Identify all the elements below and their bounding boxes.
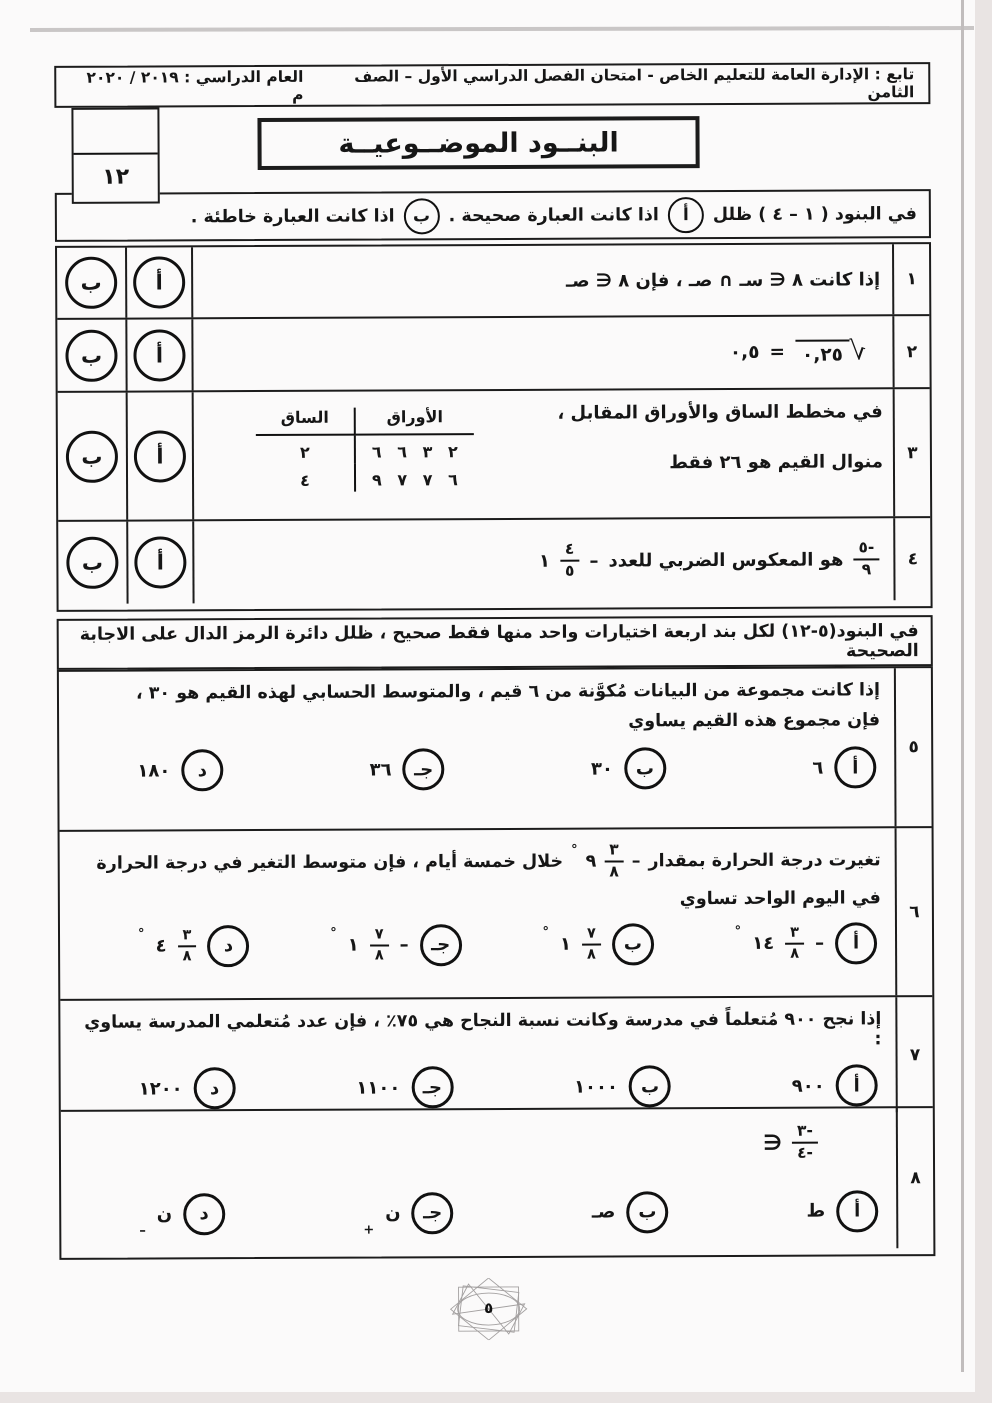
question-content [60, 997, 895, 1116]
whole-number: ١٤ [752, 932, 775, 955]
question-text: تغيرت درجة الحرارة بمقدار – $\frac{٣}{٨}$ ٩ ° خلال خمسة أيام ، فإن متوسط التغير في درجة الحرارة [96, 840, 881, 881]
answer-bubble-b[interactable]: ب [66, 430, 118, 482]
question-number: ٥ [894, 668, 932, 826]
option-bubble[interactable]: جـ [420, 924, 462, 966]
option-b [592, 1191, 669, 1233]
question-content [60, 828, 896, 999]
set-sign: + [363, 1222, 375, 1238]
minus-sign: – [815, 932, 825, 954]
option-bubble[interactable]: جـ [412, 1192, 454, 1234]
fraction: $\frac{٧}{٨}$ [582, 925, 601, 962]
radical-sign-icon: √ [849, 336, 867, 367]
whole-number: ٩ [585, 851, 597, 872]
question-row-6 [60, 826, 933, 999]
instruction-text: في البنود ( ١ – ٤ ) ظلل [712, 203, 917, 225]
options-row [73, 746, 880, 792]
question-content [191, 316, 892, 390]
answer-cell-b [58, 393, 127, 520]
whole-number: ١ [538, 550, 551, 572]
answer-bubble-b[interactable]: ب [66, 537, 118, 589]
option-a [812, 746, 876, 788]
option-bubble[interactable]: جـ [411, 1066, 453, 1108]
whole-number: ١ [347, 934, 359, 956]
option-bubble[interactable]: ب [612, 923, 654, 965]
answer-bubble-b[interactable]: ب [65, 329, 117, 381]
answer-cell-a [125, 319, 191, 390]
question-content [191, 244, 892, 317]
degree-symbol: ° [571, 842, 578, 858]
answer-cell-a [126, 521, 192, 603]
option-bubble[interactable]: د [194, 1067, 236, 1109]
question-expression [194, 539, 893, 582]
question-row-7 [60, 995, 932, 1110]
degree-symbol: ° [542, 924, 549, 940]
option-c [370, 748, 445, 790]
question-text: منوال القيم هو ٢٦ فقط [669, 451, 884, 474]
question-content [192, 518, 893, 603]
instruction-text: اذا كانت العبارة صحيحة . [448, 204, 659, 226]
question-number: ٧ [895, 997, 933, 1112]
question-number: ٣ [893, 389, 931, 516]
option-value: صـ [591, 1201, 616, 1223]
option-c [363, 1192, 453, 1238]
question-content [61, 1108, 897, 1252]
option-bubble[interactable]: أ [834, 746, 876, 788]
answer-cell-a [126, 392, 193, 519]
fraction: $\frac{-٥}{٩}$ [853, 540, 879, 580]
question-expression [75, 1122, 882, 1165]
score-value: ١٢ [102, 164, 130, 190]
option-b [574, 1065, 671, 1107]
option-c [356, 1066, 453, 1108]
question-row-1 [57, 244, 929, 318]
option-value: ط [806, 1200, 826, 1222]
question-text: هو المعكوس الضربي للعدد [608, 548, 844, 572]
answer-bubble-a[interactable]: أ [134, 430, 186, 482]
instruction-items-1-4 [55, 189, 931, 242]
degree-symbol: ° [330, 925, 337, 941]
multiple-choice-table [57, 666, 936, 1260]
option-value: ١٠٠٠ [573, 1075, 619, 1098]
instruction-text: اذا كانت العبارة خاطئة . [190, 205, 395, 227]
question-text: إذا نجح ٩٠٠ مُتعلماً في مدرسة وكانت نسبة النجاح هي ٧٥٪ ، فإن عدد مُتعلمي المدرسة يساوي : [84, 1009, 882, 1050]
leaf-values: ٦ ٧ ٧ ٩ [371, 470, 458, 490]
question-number: ٦ [895, 828, 933, 995]
fraction: $\frac{-٣}{-٤}$ [792, 1123, 818, 1163]
minus-sign: – [399, 934, 409, 956]
question-text: إذا كانت مجموعة من البيانات مُكوَّنة من ٦ قيم ، والمتوسط الحسابي لهذه القيم هو ٣٠ ، [135, 680, 880, 704]
option-c [330, 924, 462, 967]
options-row [75, 1190, 882, 1239]
radicand: ٠,٢٥ [795, 339, 850, 365]
option-bubble[interactable]: أ [835, 922, 877, 964]
option-value: ١٨٠ [137, 759, 171, 782]
fraction: $\frac{٣}{٨}$ [604, 841, 624, 881]
option-b [591, 747, 666, 789]
choice-b-circle: ب [403, 198, 439, 234]
whole-number: ٤ [155, 935, 167, 957]
option-d [139, 1193, 225, 1239]
question-text: إذا كانت ٨ ∈ سـ ∩ صـ ، فإن ٨ ∈ صـ [565, 268, 881, 292]
result-value: ٠,٥ [729, 341, 760, 363]
leaf-values: ٢ ٣ ٦ ٦ [371, 442, 458, 462]
minus-sign: – [631, 851, 641, 872]
answer-bubble-a[interactable]: أ [134, 536, 186, 588]
answer-bubble-a[interactable]: أ [133, 329, 185, 381]
option-a [792, 1064, 878, 1106]
header-course-info: تابع : الإدارة العامة للتعليم الخاص - امتحان الفصل الدراسي الأول – الصف الثامن [354, 65, 915, 102]
whole-number: ١ [559, 933, 572, 955]
fraction: $\frac{٣}{٨}$ [785, 925, 804, 962]
page-number-rosette [439, 1278, 539, 1340]
option-b [542, 923, 654, 965]
answer-cell-a [125, 247, 191, 317]
question-row-2 [57, 314, 929, 391]
options-row [75, 1064, 882, 1110]
option-bubble[interactable]: د [183, 1193, 225, 1235]
leaf-header: الأوراق [356, 407, 474, 436]
option-d [138, 925, 250, 967]
answer-bubble-b[interactable]: ب [65, 257, 117, 309]
question-content [59, 668, 895, 830]
option-bubble[interactable]: د [207, 925, 249, 967]
choice-a-circle: أ [668, 197, 704, 233]
minus-sign: – [589, 550, 599, 572]
radical-expression [795, 338, 867, 365]
question-number: ٨ [896, 1108, 934, 1248]
option-value: ٣٠ [590, 757, 613, 780]
option-a [735, 922, 878, 965]
option-value: ن [156, 1203, 173, 1225]
page-title: البنــود الموضــوعيــة [257, 116, 699, 170]
question-text: في مخطط الساق والأوراق المقابل ، [557, 401, 883, 424]
option-bubble[interactable]: ب [626, 1191, 668, 1233]
radical-equation [193, 338, 892, 368]
option-value: ١١٠٠ [356, 1076, 401, 1099]
degree-symbol: ° [137, 926, 145, 942]
score-box [71, 107, 159, 203]
fraction: $\frac{٤}{٥}$ [560, 541, 580, 581]
fraction: $\frac{٧}{٨}$ [370, 926, 389, 963]
options-row [74, 922, 881, 968]
option-bubble[interactable]: ب [624, 747, 666, 789]
stem-value: ٤ [256, 464, 356, 492]
stem-leaf-table [256, 407, 474, 492]
score-box-empty-cell [73, 109, 157, 154]
true-false-table [55, 242, 933, 612]
question-row-5 [59, 668, 932, 830]
answer-bubble-a[interactable]: أ [133, 256, 185, 308]
question-text: فإن مجموع هذه القيم يساوي [628, 710, 881, 732]
equals-sign: = [769, 341, 786, 363]
degree-symbol: ° [734, 923, 742, 939]
stem-value: ٢ [256, 436, 356, 464]
answer-cell-b [57, 248, 125, 318]
option-d [139, 1067, 236, 1109]
option-bubble[interactable]: جـ [403, 748, 445, 790]
exam-header [54, 62, 930, 108]
option-bubble[interactable]: ب [629, 1065, 671, 1107]
option-value: ٣٦ [369, 758, 392, 781]
question-number: ٢ [892, 316, 929, 387]
element-of-icon: ∈ [763, 1130, 783, 1155]
instruction-items-5-12: في البنود(٥-١٢) لكل بند اربعة اختيارات واحد منها فقط صحيح ، ظلل دائرة الرمز الدال على الاجابة الصحيحة [57, 615, 933, 670]
question-number: ١ [892, 244, 929, 314]
option-bubble[interactable]: أ [836, 1190, 878, 1232]
header-academic-year: العام الدراسي : ٢٠١٩ ‏/‏ ٢٠٢٠ م [86, 67, 304, 104]
answer-cell-b [57, 320, 125, 391]
question-text: في اليوم الواحد تساوي [679, 887, 881, 909]
fraction: $\frac{٣}{٨}$ [177, 927, 196, 964]
option-value: ن [385, 1202, 401, 1224]
option-bubble[interactable]: أ [836, 1064, 878, 1106]
page-number: ٥ [484, 1299, 494, 1318]
question-content [192, 389, 894, 519]
answer-cell-b [58, 522, 126, 604]
option-bubble[interactable]: د [181, 749, 223, 791]
option-a [806, 1190, 878, 1232]
question-row-3 [58, 387, 931, 520]
option-value: ١٢٠٠ [138, 1077, 183, 1100]
option-d [137, 749, 223, 791]
question-row-4 [58, 516, 930, 604]
stem-header: الساق [256, 408, 356, 436]
option-value: ٩٠٠ [791, 1075, 825, 1097]
question-row-8 [61, 1106, 934, 1252]
option-value: ٦ [812, 757, 824, 779]
set-sign: – [139, 1223, 146, 1239]
question-number: ٤ [893, 518, 930, 600]
